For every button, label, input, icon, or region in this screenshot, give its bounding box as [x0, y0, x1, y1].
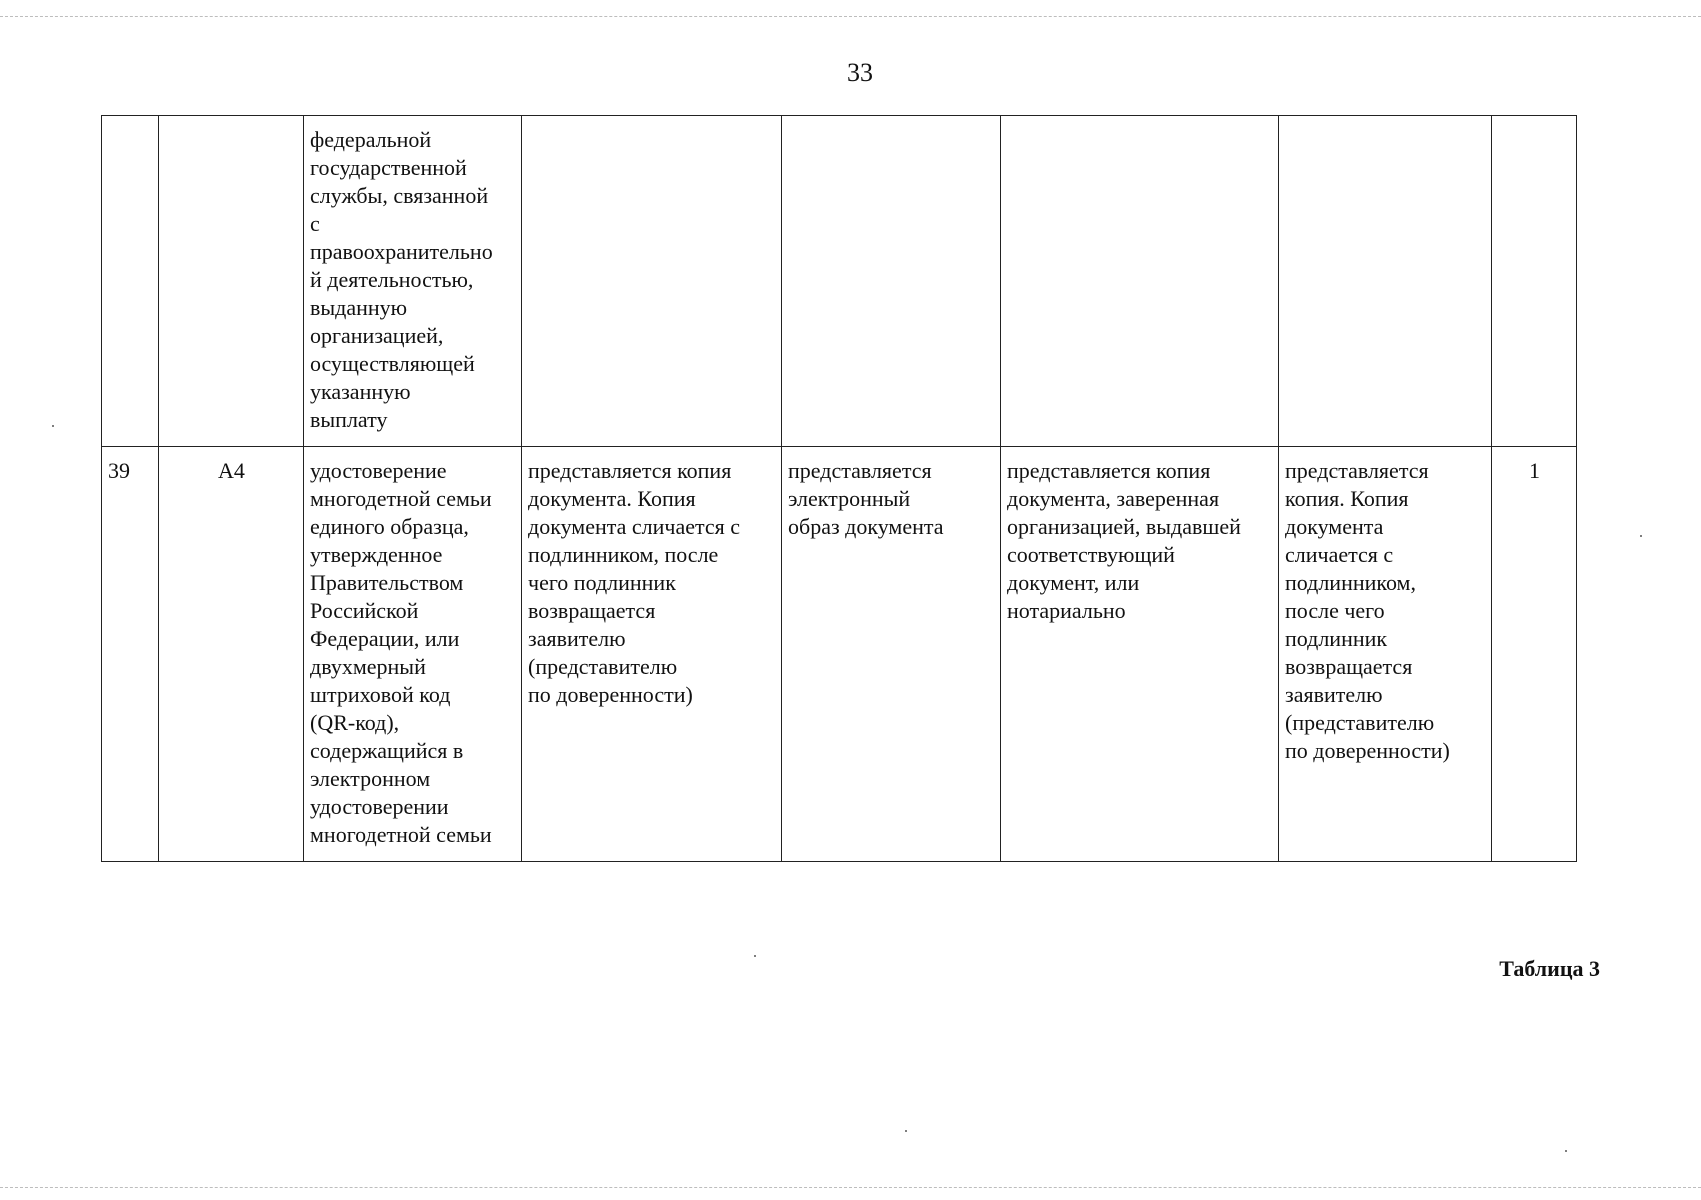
cell-submission-by-mail	[1001, 116, 1279, 447]
table-caption: Таблица 3	[1499, 956, 1600, 981]
cell-quantity	[1492, 116, 1577, 447]
scan-speck	[1640, 535, 1642, 537]
cell-document-name: федеральной государственной службы, связанной с правоохранительно й деятельностью, выданную организацией, осуществляющей указанную выплату	[304, 116, 522, 447]
cell-submission-in-person: представляется копия документа. Копия документа сличается с подлинником, после чего подлинник возвращается заявителю (представителю по доверенности)	[522, 447, 782, 862]
cell-number: 39	[102, 447, 159, 862]
cell-submission-mfc: представляется копия. Копия документа сличается с подлинником, после чего подлинник возвращается заявителю (представителю по доверенности)	[1279, 447, 1492, 862]
scan-speck	[1565, 1150, 1567, 1152]
cell-submission-electronic: представляется электронный образ документа	[782, 447, 1001, 862]
cell-code	[159, 116, 304, 447]
scan-speck	[52, 425, 54, 427]
cell-document-name: удостоверение многодетной семьи единого образца, утвержденное Правительством Российской Федерации, или двухмерный штриховой код (QR-код), содержащийся в электронном удостоверении многодетной семьи	[304, 447, 522, 862]
table-row	[102, 116, 1577, 447]
table-row	[102, 447, 1577, 862]
cell-number	[102, 116, 159, 447]
scan-speck	[754, 955, 756, 957]
cell-submission-by-mail: представляется копия документа, заверенная организацией, выдавшей соответствующий документ, или нотариально	[1001, 447, 1279, 862]
scan-border-bottom	[0, 1187, 1701, 1188]
cell-code: А4	[159, 447, 304, 862]
cell-submission-electronic	[782, 116, 1001, 447]
scan-border-top	[0, 16, 1701, 17]
cell-quantity: 1	[1492, 447, 1577, 862]
document-table	[101, 115, 1577, 862]
cell-submission-mfc	[1279, 116, 1492, 447]
page-number: 33	[847, 58, 873, 87]
cell-submission-in-person	[522, 116, 782, 447]
scan-speck	[905, 1130, 907, 1132]
